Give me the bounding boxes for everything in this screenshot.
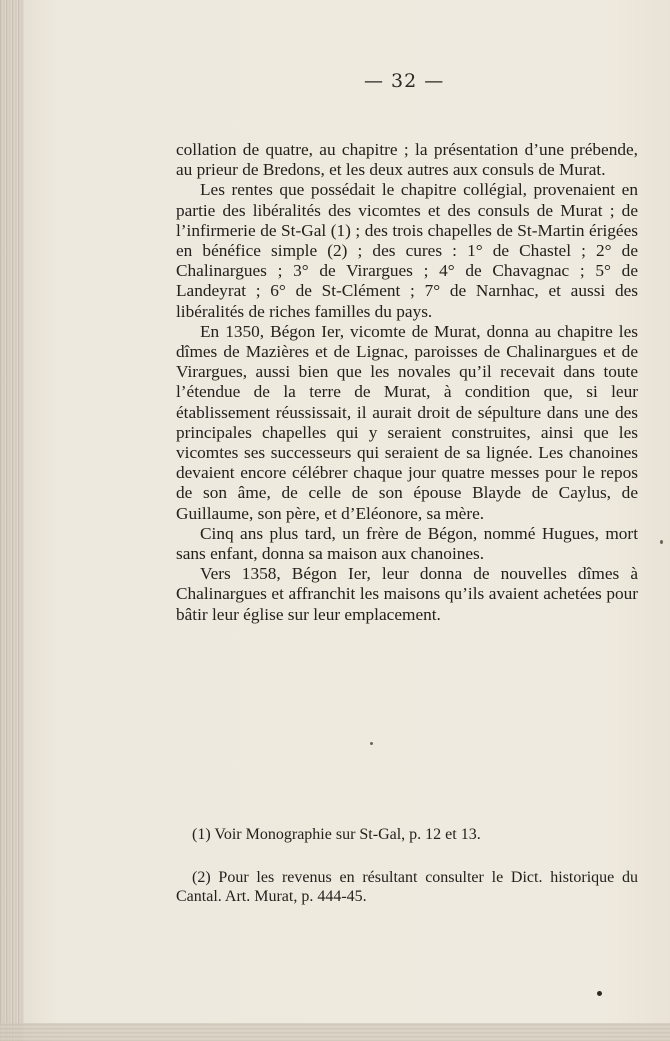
footnote-2: (2) Pour les revenus en résultant consulter le Dict. historique du Cantal. Art. Murat, p. 444-45. (176, 869, 638, 905)
footnotes (176, 825, 638, 930)
paragraph-3: En 1350, Bégon Ier, vicomte de Murat, donna au chapitre les dîmes de Mazières et de Lignac, paroisses de Chalinargues et de Virargues, aussi bien que les novales qu’il recevait dans toute l’étendue de la terre de Murat, à condition que, si leur établissement réussissait, il aurait droit de sépulture dans une des principales chapelles qui y seraient construites, ainsi que les vicomtes ses successeurs qui seraient de sa lignée. Les chanoines devaient encore célébrer chaque jour quatre messes pour le repos de son âme, de celle de son épouse Blayde de Caylus, de Guillaume, son père, et d’Eléonore, sa mère. (176, 321, 638, 523)
ink-speck (597, 991, 602, 996)
paragraph-4: Cinq ans plus tard, un frère de Bégon, nommé Hugues, mort sans enfant, donna sa maison aux chanoines. (176, 523, 638, 564)
paragraph-5: Vers 1358, Bégon Ier, leur donna de nouvelles dîmes à Chalinargues et affranchit les maisons qu’ils avaient achetées pour bâtir leur église sur leur emplacement. (176, 564, 638, 624)
footnote-1: (1) Voir Monographie sur St-Gal, p. 12 et 13. (192, 826, 481, 843)
page-number: — 32 — (364, 70, 445, 92)
paragraph-1: collation de quatre, au chapitre ; la présentation d’une prébende, au prieur de Bredons, et les deux autres aux consuls de Murat. (176, 140, 638, 180)
body-text (176, 140, 638, 625)
page-bottom-edge (0, 1023, 670, 1041)
ink-speck (660, 540, 663, 544)
ink-speck (370, 742, 373, 745)
page-stack-edge (0, 0, 24, 1041)
paragraph-2: Les rentes que possédait le chapitre collégial, provenaient en partie des libéralités des vicomtes et des consuls de Murat ; de l’infirmerie de St-Gal (1) ; des trois chapelles de St-Martin érigées en bénéfice simple (2) ; des cures : 1° de Chastel ; 2° de Chalinargues ; 3° de Virargues ; 4° de Chavagnac ; 5° de Landeyrat ; 6° de St-Clément ; 7° de Narnhac, et aussi des libéralités de riches familles du pays. (176, 180, 638, 321)
